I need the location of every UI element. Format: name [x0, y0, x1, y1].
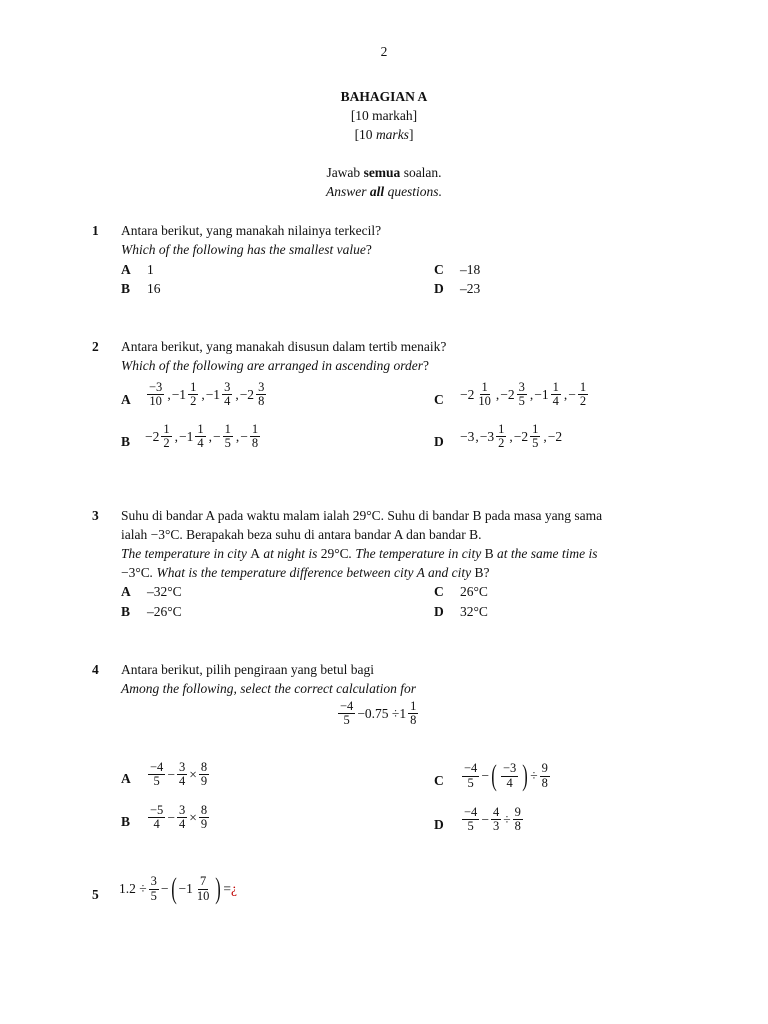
q2-text-ms: Antara berikut, yang manakah disusun dalam tertib menaik?	[121, 339, 447, 354]
q4-option-a-expr[interactable]: $\frac{-4}{5}$ − $\frac{3}{4}$ × $\frac{8}{9}$	[150, 760, 208, 789]
instr-ms-pre: Jawab	[326, 165, 364, 180]
q2-option-a-expr[interactable]: $\frac{-3}{10}$ , −1 $\frac{1}{2}$ , −1 $\frac{3}{4}$ , −2 $\frac{3}{8}$	[149, 380, 265, 409]
q1-option-b-letter[interactable]: B	[121, 281, 131, 296]
fraction: $\frac{3}{5}$	[150, 874, 157, 903]
q2-option-c-expr[interactable]: −2 $\frac{1}{10}$ , −2 $\frac{3}{5}$ , −1 $\frac{1}{4}$ , − $\frac{1}{2}$	[460, 380, 587, 409]
q2-option-c-letter[interactable]: C	[434, 392, 444, 407]
q3-option-a-letter[interactable]: A	[121, 584, 131, 599]
fraction: $\frac{1}{2}$	[190, 380, 197, 409]
q5-expression: 1.2 ÷ $\frac{3}{5}$ − ( −1 $\frac{7}{10}$ ) = ¿	[119, 872, 238, 905]
fraction: $\frac{-4}{5}$	[340, 699, 354, 728]
q1-option-c-letter[interactable]: C	[434, 262, 444, 277]
q1-option-b-text[interactable]: 16	[147, 281, 161, 296]
q3-number: 3	[92, 508, 99, 523]
fraction: $\frac{1}{8}$	[251, 422, 259, 451]
fraction: $\frac{4}{3}$	[492, 805, 500, 834]
q2-en-q: ?	[422, 358, 429, 373]
instr-ms-post: soalan.	[400, 165, 442, 180]
fraction: $\frac{1}{4}$	[552, 380, 559, 409]
answer-placeholder[interactable]: ¿	[231, 881, 238, 896]
q3-text-en-line1: The temperature in city A at night is 29°C. The temperature in city B at the same time is	[121, 546, 598, 561]
q3-option-c-letter[interactable]: C	[434, 584, 444, 599]
q1-text-en	[121, 242, 372, 258]
q2-option-b-letter[interactable]: B	[121, 434, 131, 449]
q3-option-b-letter[interactable]: B	[121, 604, 131, 619]
q1-option-a-letter[interactable]: A	[121, 262, 131, 277]
q1-text-ms: Antara berikut, yang manakah nilainya terkecil?	[121, 223, 382, 238]
instr-ms-bold: semua	[363, 165, 401, 180]
q4-number: 4	[92, 662, 99, 677]
q4-text-ms: Antara berikut, pilih pengiraan yang betul bagi	[121, 662, 375, 677]
q4-option-d-expr[interactable]: $\frac{-4}{5}$ − $\frac{4}{3}$ ÷ $\frac{9}{8}$	[464, 805, 521, 834]
q3-text-en-line2: −3°C. What is the temperature difference between city A and city B?	[121, 565, 490, 580]
fraction: $\frac{9}{8}$	[514, 805, 521, 834]
q4-option-b-letter[interactable]: B	[121, 814, 131, 829]
q1-option-d-letter[interactable]: D	[434, 281, 444, 296]
instr-en-pre: Answer	[326, 184, 370, 199]
fraction: $\frac{1}{8}$	[410, 699, 417, 728]
fraction: $\frac{3}{4}$	[178, 760, 186, 789]
q2-en-italic: Which of the following are arranged in ascending order	[121, 358, 423, 373]
fraction: $\frac{1}{5}$	[532, 422, 539, 451]
q1-en-italic: Which of the following has the smallest value	[121, 242, 366, 257]
fraction: $\frac{1}{5}$	[224, 422, 231, 451]
q4-option-d-letter[interactable]: D	[434, 817, 444, 832]
q3-text-ms-line1: Suhu di bandar A pada waktu malam ialah 29°C. Suhu di bandar B pada masa yang sama	[121, 508, 603, 523]
marks-en-italic: marks	[375, 127, 409, 142]
q2-option-a-letter[interactable]: A	[121, 392, 131, 407]
q4-option-c-expr[interactable]: $\frac{-4}{5}$ − ( $\frac{-3}{4}$ ) ÷ $\frac{9}{8}$	[464, 759, 548, 792]
q1-option-c-text[interactable]: –18	[460, 262, 481, 277]
q4-expression: $\frac{-4}{5}$ −0.75 ÷1 $\frac{1}{8}$	[340, 699, 417, 728]
q3-option-b-text[interactable]: –26°C	[147, 604, 182, 619]
fraction: $\frac{-3}{4}$	[502, 761, 517, 790]
marks-en-open: [10	[354, 127, 376, 142]
fraction: $\frac{7}{10}$	[196, 874, 210, 903]
instr-en-bold: all	[369, 184, 385, 199]
q3-option-d-letter[interactable]: D	[434, 604, 444, 619]
fraction: $\frac{1}{2}$	[498, 422, 505, 451]
fraction: $\frac{-4}{5}$	[464, 805, 478, 834]
fraction: $\frac{-4}{5}$	[150, 760, 164, 789]
instr-en-post: questions.	[384, 184, 442, 199]
q2-option-d-expr[interactable]: −3 , −3 $\frac{1}{2}$ , −2 $\frac{1}{5}$ , −2	[460, 422, 563, 451]
marks-en	[0, 127, 768, 143]
fraction: $\frac{9}{8}$	[541, 761, 548, 790]
fraction: $\frac{-3}{10}$	[149, 380, 163, 409]
marks-ms: [10 markah]	[350, 108, 418, 123]
q1-en-q: ?	[365, 242, 372, 257]
fraction: $\frac{1}{4}$	[197, 422, 204, 451]
fraction: $\frac{3}{5}$	[518, 380, 525, 409]
fraction: $\frac{8}{9}$	[200, 760, 208, 789]
fraction: $\frac{3}{8}$	[258, 380, 265, 409]
q3-text-ms-line2: ialah −3°C. Berapakah beza suhu di antara bandar A dan bandar B.	[121, 527, 482, 542]
fraction: $\frac{1}{10}$	[478, 380, 491, 409]
fraction: $\frac{-4}{5}$	[464, 761, 478, 790]
q2-option-b-expr[interactable]: −2 $\frac{1}{2}$ , −1 $\frac{1}{4}$ , − $\frac{1}{5}$ , − $\frac{1}{8}$	[145, 422, 259, 451]
q3-option-c-text[interactable]: 26°C	[460, 584, 488, 599]
q5-number: 5	[92, 887, 99, 902]
fraction: $\frac{3}{4}$	[224, 380, 231, 409]
instruction-en	[0, 184, 768, 200]
section-title: BAHAGIAN A	[340, 89, 428, 104]
q1-option-d-text[interactable]: –23	[460, 281, 481, 296]
q2-number: 2	[92, 339, 99, 354]
q4-text-en: Among the following, select the correct calculation for	[121, 681, 416, 696]
fraction: $\frac{1}{2}$	[163, 422, 170, 451]
fraction: $\frac{-5}{4}$	[150, 803, 164, 832]
q3-option-d-text[interactable]: 32°C	[460, 604, 488, 619]
q4-option-c-letter[interactable]: C	[434, 773, 444, 788]
q4-option-b-expr[interactable]: $\frac{-5}{4}$ − $\frac{3}{4}$ × $\frac{8}{9}$	[150, 803, 208, 832]
fraction: $\frac{3}{4}$	[178, 803, 186, 832]
instruction-ms	[0, 165, 768, 181]
q2-option-d-letter[interactable]: D	[434, 434, 444, 449]
marks-en-close: ]	[408, 127, 414, 142]
q1-number: 1	[92, 223, 99, 238]
fraction: $\frac{1}{2}$	[579, 380, 587, 409]
fraction: $\frac{8}{9}$	[200, 803, 208, 832]
q4-option-a-letter[interactable]: A	[121, 771, 131, 786]
q2-text-en	[121, 358, 429, 374]
q3-option-a-text[interactable]: –32°C	[147, 584, 182, 599]
q1-option-a-text[interactable]: 1	[147, 262, 154, 277]
page-number: 2	[380, 44, 388, 59]
